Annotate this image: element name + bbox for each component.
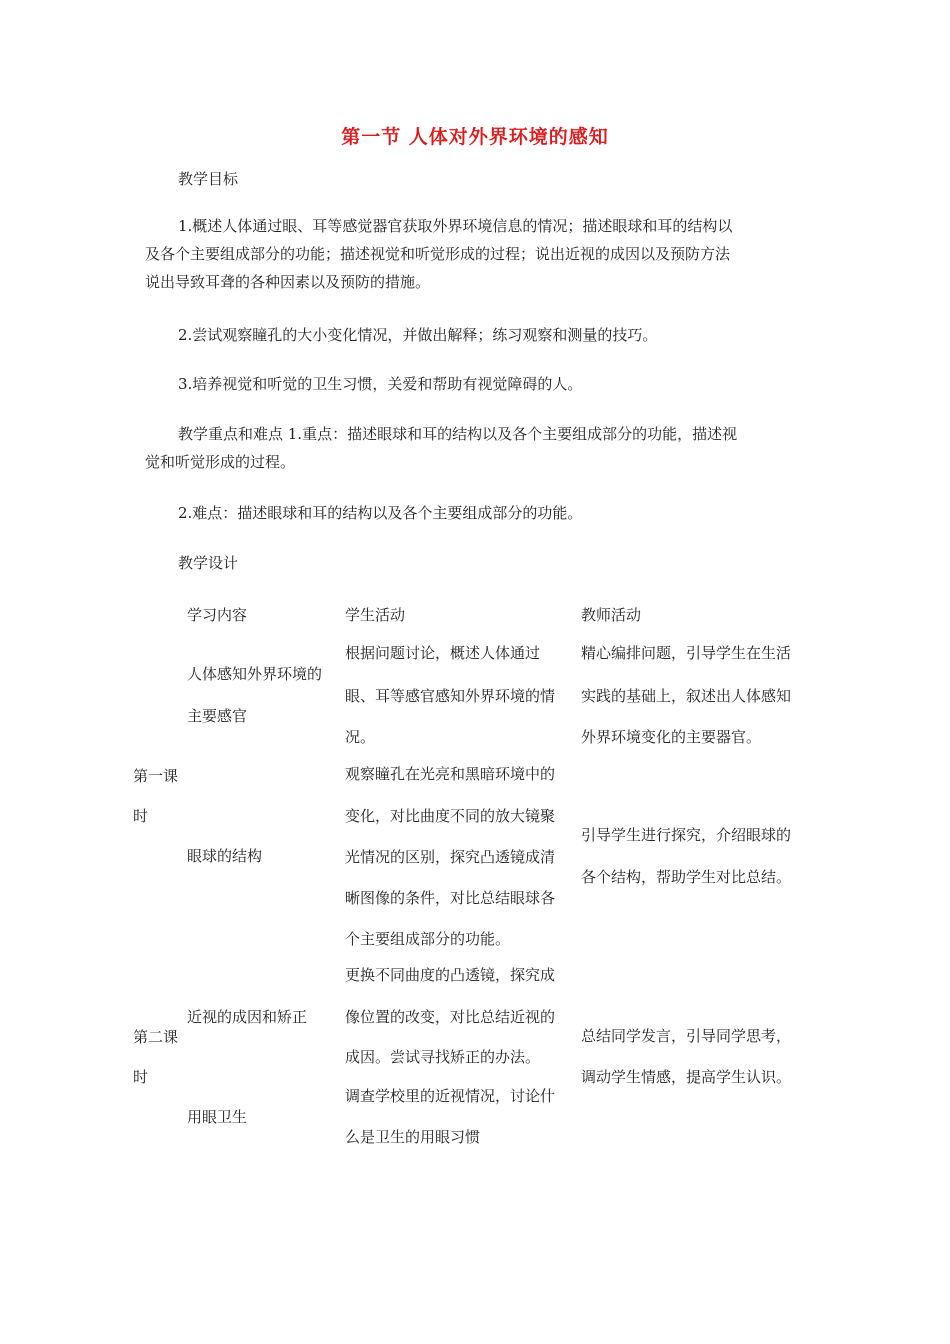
row2-content: 眼球的结构	[187, 847, 263, 865]
lesson1-label: 第一课	[133, 767, 179, 785]
row1-teacher-line: 精心编排问题，引导学生在生活	[581, 644, 792, 662]
key-points	[145, 420, 817, 476]
row2-student-line: 个主要组成部分的功能。	[345, 930, 511, 948]
row3-student-line: 成因。尝试寻找矫正的办法。	[345, 1048, 541, 1066]
row1-student-line: 根据问题讨论，概述人体通过	[345, 644, 541, 662]
design-heading: 教学设计	[178, 554, 239, 572]
row1-content-line: 主要感官	[187, 707, 248, 725]
objective-3: 3.培养视觉和听觉的卫生习惯，关爱和帮助有视觉障碍的人。	[178, 375, 583, 393]
row3-teacher-line: 总结同学发言，引导同学思考，	[581, 1027, 792, 1045]
row3-student-line: 么是卫生的用眼习惯	[345, 1128, 481, 1146]
row3-teacher-line: 调动学生情感，提高学生认识。	[581, 1068, 792, 1086]
row3-content-myopia: 近视的成因和矫正	[187, 1008, 308, 1026]
row2-student-line: 变化，对比曲度不同的放大镜聚	[345, 807, 556, 825]
objective-1-line: 1.概述人体通过眼、耳等感觉器官获取外界环境信息的情况；描述眼球和耳的结构以	[178, 217, 733, 235]
row1-content-line: 人体感知外界环境的	[187, 665, 323, 683]
header-content: 学习内容	[187, 606, 248, 624]
lesson2-label: 第二课	[133, 1028, 179, 1046]
objective-2: 2.尝试观察瞳孔的大小变化情况，并做出解释；练习观察和测量的技巧。	[178, 326, 658, 344]
row1-student-line: 况。	[345, 728, 376, 746]
objective-1-line: 及各个主要组成部分的功能；描述视觉和听觉形成的过程；说出近视的成因以及预防方法	[145, 245, 731, 263]
row2-teacher-line: 引导学生进行探究，介绍眼球的	[581, 826, 792, 844]
row2-teacher-line: 各个结构，帮助学生对比总结。	[581, 868, 792, 886]
row2-student-line: 光情况的区别，探究凸透镜成清	[345, 848, 556, 866]
key-points-line: 教学重点和难点 1.重点：描述眼球和耳的结构以及各个主要组成部分的功能，描述视	[178, 425, 738, 443]
row3-student-line: 更换不同曲度的凸透镜，探究成	[345, 966, 556, 984]
objective-1	[145, 212, 817, 296]
row1-student-line: 眼、耳等感官感知外界环境的情	[345, 687, 556, 705]
key-points-line: 觉和听觉形成的过程。	[145, 453, 296, 471]
row3-student-line: 调查学校里的近视情况，讨论什	[345, 1087, 556, 1105]
lesson2-label: 时	[133, 1068, 149, 1086]
difficulty: 2.难点：描述眼球和耳的结构以及各个主要组成部分的功能。	[178, 504, 583, 522]
row1-teacher-line: 实践的基础上，叙述出人体感知	[581, 687, 792, 705]
row1-teacher-line: 外界环境变化的主要器官。	[581, 728, 762, 746]
lesson1-label: 时	[133, 807, 149, 825]
row3-student-line: 像位置的改变，对比总结近视的	[345, 1008, 556, 1026]
header-teacher: 教师活动	[581, 606, 642, 624]
row2-student-line: 观察瞳孔在光亮和黑暗环境中的	[345, 765, 556, 783]
objective-1-line: 说出导致耳聋的各种因素以及预防的措施。	[145, 273, 431, 291]
objectives-heading: 教学目标	[178, 170, 239, 188]
row3-content-eye-hygiene: 用眼卫生	[187, 1108, 248, 1126]
header-student: 学生活动	[345, 606, 406, 624]
row2-student-line: 晰图像的条件，对比总结眼球各	[345, 889, 556, 907]
page-title: 第一节 人体对外界环境的感知	[341, 126, 609, 148]
